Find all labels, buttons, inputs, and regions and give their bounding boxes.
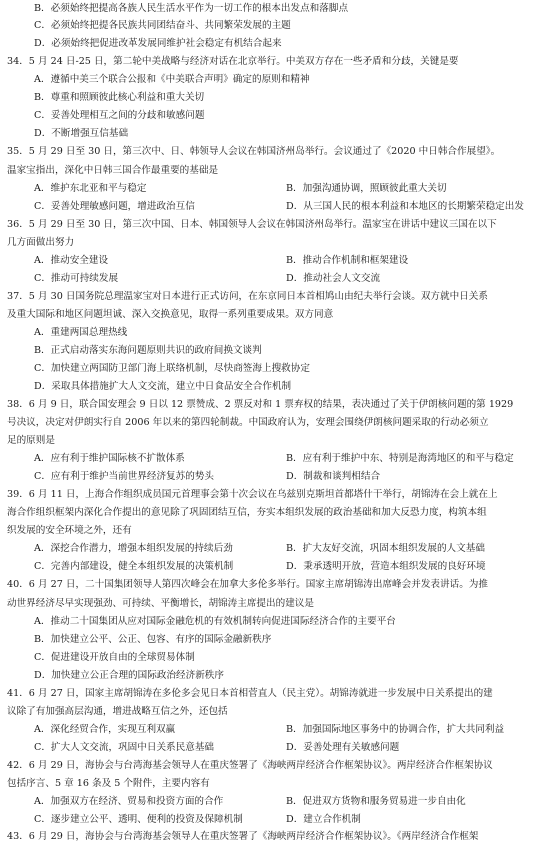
text-line	[0, 450, 560, 468]
text-segment: D．采取具体措施扩大人文交流，建立中日食品安全合作机制	[34, 381, 292, 392]
text-line	[0, 234, 560, 252]
text-line	[0, 180, 560, 198]
text-line	[0, 414, 560, 432]
text-line	[0, 432, 560, 450]
text-line	[0, 486, 560, 504]
text-segment: C．加快建立两国防卫部门海上联络机制，尽快商签海上搜救协定	[34, 363, 310, 374]
text-segment: 海合作组织框架内深化合作提出的意见除了巩固团结互信，夯实本组织发展的政治基础和加大反恐力度，构筑本组	[7, 507, 487, 518]
text-segment: D．秉承透明开放，营造本组织发展的良好环境	[286, 561, 486, 572]
text-line	[0, 162, 560, 180]
text-segment: B．促进双方货物和服务贸易进一步自由化	[286, 796, 466, 807]
text-line	[0, 35, 560, 53]
text-line	[0, 522, 560, 540]
text-segment: 足的原则是	[7, 435, 55, 446]
text-line	[0, 811, 560, 829]
text-line	[0, 17, 560, 35]
text-line	[0, 396, 560, 414]
text-line	[0, 757, 560, 775]
text-segment: 34．5 月 24 日-25 日，第二轮中美战略与经济对话在北京举行。中美双方存在一些矛盾和分歧，关键是要	[7, 56, 459, 67]
text-segment: A．应有利于维护国际核不扩散体系	[34, 453, 185, 464]
text-line	[0, 342, 560, 360]
text-line	[0, 504, 560, 522]
text-line	[0, 252, 560, 270]
text-segment: 包括序言、5 章 16 条及 5 个附件，主要内容有	[7, 778, 210, 789]
text-segment: A．推动二十国集团从应对国际金融危机的有效机制转向促进国际经济合作的主要平台	[34, 616, 396, 627]
text-segment: 43．6 月 29 日，海协会与台湾海基会领导人在重庆签署了《海峡两岸经济合作框架协议》。《两岸经济合作框架	[7, 831, 479, 842]
text-line	[0, 595, 560, 613]
text-segment: D．建立合作机制	[286, 814, 361, 825]
text-line	[0, 576, 560, 594]
text-segment: C．应有利于维护当前世界经济复苏的势头	[34, 471, 215, 482]
text-line	[0, 125, 560, 143]
text-segment: 40．6 月 27 日，二十国集团领导人第四次峰会在加拿大多伦多举行。国家主席胡锦涛出席峰会并发表讲话。为推	[7, 579, 488, 590]
text-segment: A．深挖合作潜力，增强本组织发展的持续后劲	[34, 543, 233, 554]
text-segment: B．扩大友好交流，巩固本组织发展的人文基础	[286, 543, 485, 554]
text-line	[0, 270, 560, 288]
text-segment: 38．6 月 9 日，联合国安理会 9 日以 12 票赞成、2 票反对和 1 票弃权的结果，表决通过了关于伊朗核问题的第 1929	[7, 399, 514, 410]
text-line	[0, 685, 560, 703]
text-segment: C．妥善处理相互之间的分歧和敏感问题	[34, 110, 205, 121]
text-segment: 39．6 月 11 日，上海合作组织成员国元首理事会第十次会议在乌兹别克斯坦首都塔什干举行，胡锦涛在会上就在上	[7, 489, 498, 500]
text-segment: 号决议，决定对伊朗实行自 2006 年以来的第四轮制裁。中国政府认为，安理会围绕伊朗核问题采取的行动必须立	[7, 417, 489, 428]
text-segment: B．尊重和照顾彼此核心利益和重大关切	[34, 92, 205, 103]
text-line	[0, 631, 560, 649]
text-line	[0, 107, 560, 125]
text-segment: C．妥善处理敏感问题，增进政治互信	[34, 201, 195, 212]
text-line	[0, 721, 560, 739]
text-line	[0, 739, 560, 757]
text-segment: A．深化经贸合作，实现互利双赢	[34, 724, 176, 735]
text-segment: D．制裁和谈判相结合	[286, 471, 381, 482]
text-segment: 议除了有加强高层沟通，增进战略互信之外，还包括	[7, 706, 228, 717]
text-segment: B．加强沟通协调，照顾彼此重大关切	[286, 183, 447, 194]
text-segment: 及重大国际和地区问题坦诚、深入交换意见，取得一系列重要成果。双方同意	[7, 309, 334, 320]
text-segment: A．加强双方在经济、贸易和投资方面的合作	[34, 796, 224, 807]
text-segment: C．必须始终把提各民族共同团结奋斗、共同繁荣发展的主题	[34, 20, 291, 31]
text-segment: 37．5 月 30 日国务院总理温家宝对日本进行正式访问，在东京同日本首相鸠山由纪夫举行会谈。双方就中日关系	[7, 291, 488, 302]
text-segment: D．妥善处理有关敏感问题	[286, 742, 400, 753]
text-line	[0, 468, 560, 486]
text-segment: C．完善内部建设，健全本组织发展的决策机制	[34, 561, 234, 572]
text-line	[0, 613, 560, 631]
text-segment: A．维护东北亚和平与稳定	[34, 183, 147, 194]
text-segment: D．必须始终把促进改革发展同维护社会稳定有机结合起来	[34, 38, 282, 49]
text-segment: 几方面做出努力	[7, 237, 75, 248]
text-line	[0, 89, 560, 107]
text-segment: 41．6 月 27 日，国家主席胡锦涛在多伦多会见日本首相菅直人（民主党）。胡锦涛就进一步发展中日关系提出的建	[7, 688, 493, 699]
text-segment: B．推动合作机制和框架建设	[286, 255, 409, 266]
text-segment: D．加快建立公正合理的国际政治经济新秩序	[34, 670, 224, 681]
text-line	[0, 540, 560, 558]
text-line	[0, 143, 560, 161]
text-line	[0, 667, 560, 685]
text-segment: 42．6 月 29 日，海协会与台湾海基会领导人在重庆签署了《海峡两岸经济合作框架协议》。两岸经济合作框架协议	[7, 760, 493, 771]
text-segment: D．不断增强互信基础	[34, 128, 129, 139]
text-segment: 动世界经济尽早实现强劲、可持续、平衡增长，胡锦涛主席提出的建议是	[7, 598, 314, 609]
text-segment: B．必须始终把提高各族人民生活水平作为一切工作的根本出发点和落脚点	[34, 3, 349, 14]
text-line	[0, 288, 560, 306]
text-segment: B．正式启动落实东海问题原则共识的政府间换文谈判	[34, 345, 262, 356]
text-line	[0, 775, 560, 793]
text-line	[0, 828, 560, 846]
text-segment: C．促进建设开放自由的全球贸易体制	[34, 652, 195, 663]
text-line	[0, 649, 560, 667]
text-line	[0, 558, 560, 576]
text-line	[0, 53, 560, 71]
text-line	[0, 71, 560, 89]
text-segment: B．加快建立公平、公正、包容、有序的国际金融新秩序	[34, 634, 272, 645]
text-line	[0, 703, 560, 721]
text-segment: C．逐步建立公平、透明、便利的投资及保障机制	[34, 814, 243, 825]
text-line	[0, 0, 560, 18]
text-line	[0, 198, 560, 216]
text-line	[0, 378, 560, 396]
text-segment: 35．5 月 29 日至 30 日，第三次中、日、韩领导人会议在韩国济州岛举行。会议通过了《2020 中日韩合作展望》。	[7, 146, 501, 157]
text-segment: 36．5 月 29 日至 30 日，第三次中国、日本、韩国领导人会议在韩国济州岛举行。温家宝在讲话中建议三国在以下	[7, 219, 497, 230]
text-segment: D．推动社会人文交流	[286, 273, 381, 284]
text-line	[0, 793, 560, 811]
text-segment: B．应有利于维护中东、特别是海湾地区的和平与稳定	[286, 453, 514, 464]
text-segment: C．推动可持续发展	[34, 273, 119, 284]
text-segment: D．从三国人民的根本利益和本地区的长期繁荣稳定出发	[286, 201, 524, 212]
text-segment: A．重建两国总理热线	[34, 327, 128, 338]
text-segment: C．扩大人文交流，巩固中日关系民意基础	[34, 742, 215, 753]
text-line	[0, 306, 560, 324]
text-line	[0, 360, 560, 378]
text-segment: A．推动安全建设	[34, 255, 109, 266]
text-line	[0, 216, 560, 234]
text-line	[0, 324, 560, 342]
text-segment: 温家宝指出，深化中日韩三国合作最重要的基础是	[7, 165, 219, 176]
text-segment: 织发展的安全环境之外，还有	[7, 525, 132, 536]
text-segment: B．加强国际地区事务中的协调合作，扩大共同利益	[286, 724, 505, 735]
text-segment: A．遵循中美三个联合公报和《中美联合声明》确定的原则和精神	[34, 74, 310, 85]
